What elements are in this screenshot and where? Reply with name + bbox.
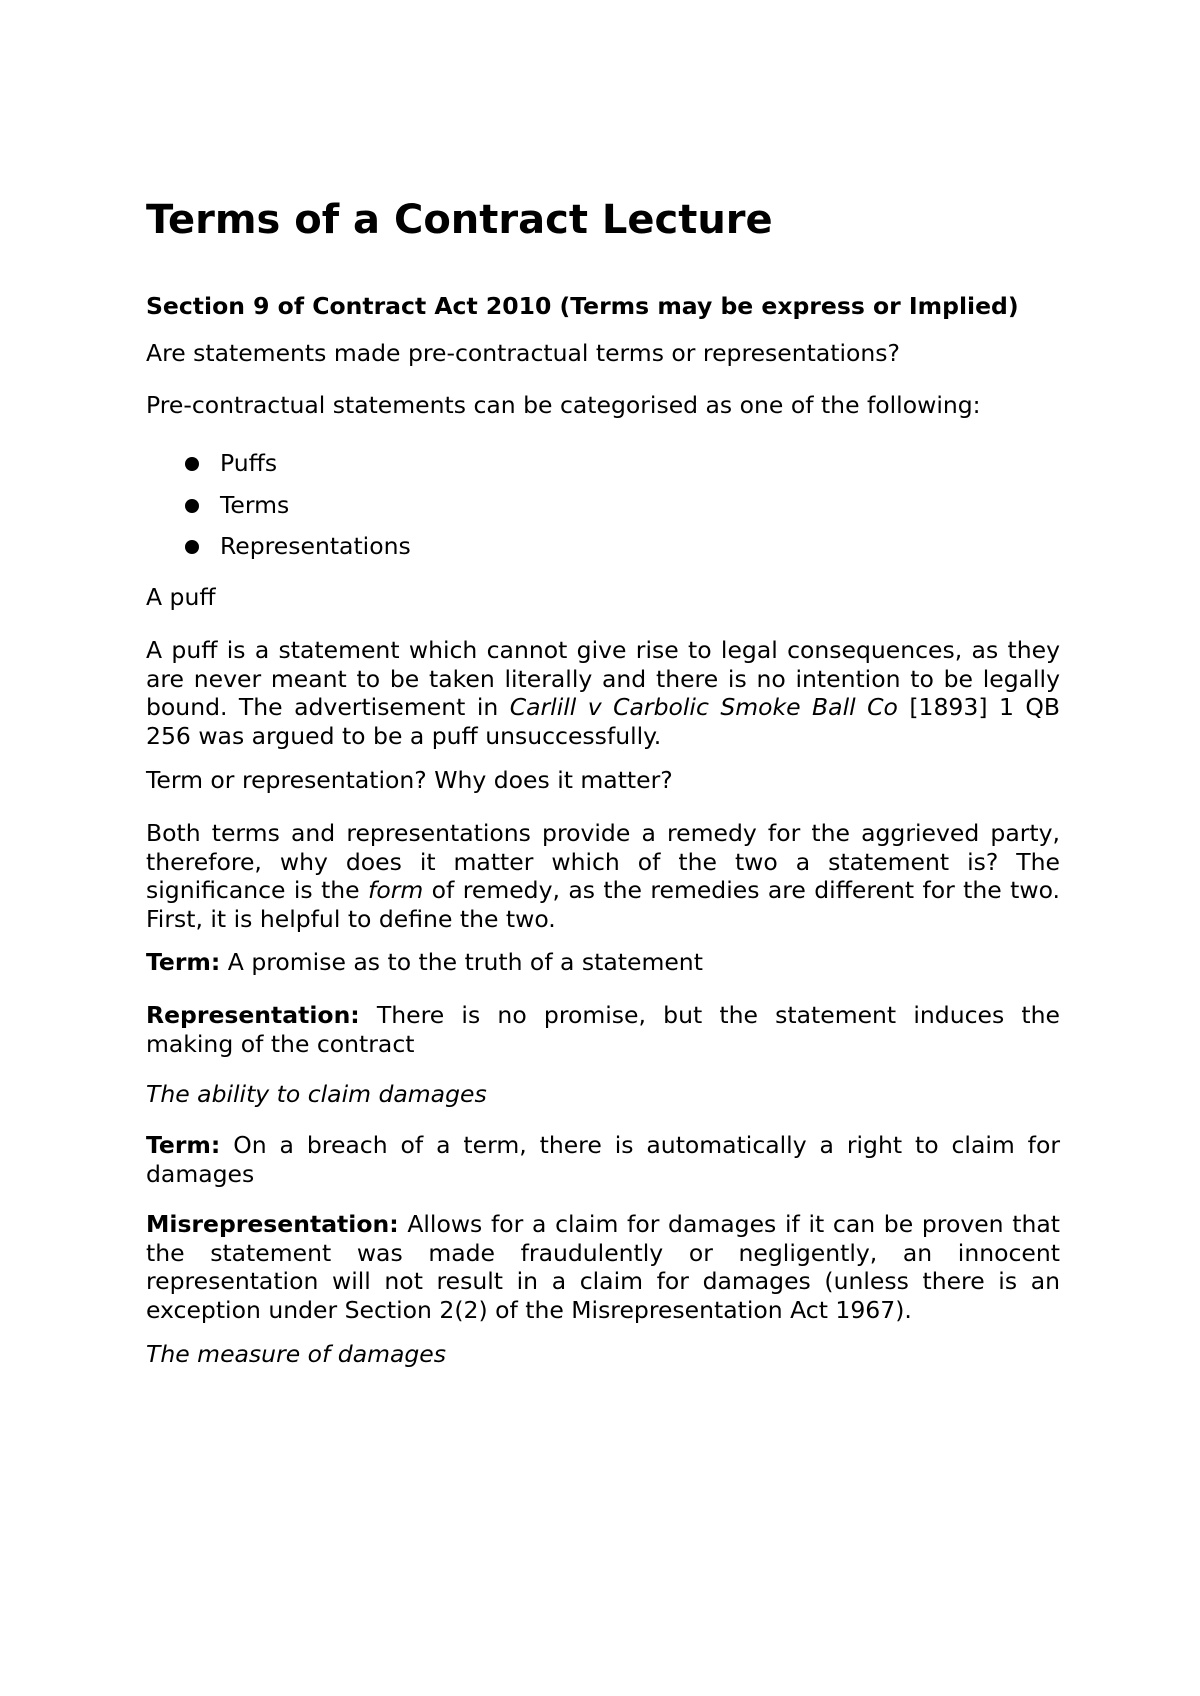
why-text-1: Both terms and representations provide a remedy for the aggrieved party, therefore, why does it matter which of the two a statement is? The significance is the <box>146 819 1060 904</box>
list-item-label: Representations <box>220 532 411 560</box>
misrepresentation-label: Misrepresentation: <box>146 1210 399 1238</box>
term-damages-text: On a breach of a term, there is automatically a right to claim for damages <box>146 1131 1060 1188</box>
measure-heading-text: The measure of damages <box>146 1340 447 1368</box>
why-heading: Term or representation? Why does it matter? <box>146 766 673 794</box>
list-item-label: Terms <box>220 490 290 519</box>
list-item <box>146 532 1060 574</box>
categories-intro: Pre-contractual statements can be categorised as one of the following: <box>146 391 981 419</box>
measure-heading <box>146 1340 1060 1369</box>
damages-heading <box>146 1080 1060 1109</box>
term-definition-text: A promise as to the truth of a statement <box>220 948 703 976</box>
bullet-icon <box>185 499 199 513</box>
representation-label: Representation: <box>146 1001 360 1029</box>
misrepresentation-paragraph <box>146 1210 1060 1324</box>
representation-definition <box>146 1001 1060 1058</box>
why-paragraph <box>146 819 1060 933</box>
list-item-label: Puffs <box>220 449 278 477</box>
representation-definition-text: There is no promise, but the statement induces the making of the contract <box>146 1001 1060 1058</box>
puff-text-1: A puff is a statement which cannot give rise to legal consequences, as they are never meant to be taken literally and there is no intention to be legally bound. The advertisement in <box>146 636 1060 721</box>
list-item <box>146 491 1060 533</box>
case-name: Carlill v Carbolic Smoke Ball Co <box>509 693 898 721</box>
puff-paragraph <box>146 636 1060 750</box>
puff-heading: A puff <box>146 583 216 611</box>
form-emphasis: form <box>368 876 424 904</box>
puff-text-2: [1893] 1 QB 256 was argued to be a puff unsuccessfully. <box>146 693 1060 750</box>
misrepresentation-text: Allows for a claim for damages if it can be proven that the statement was made fraudulently or negligently, an innocent representation will not result in a claim for damages (unless there is an exception under Section 2(2) of the Misrepresentation Act 1967). <box>146 1210 1060 1324</box>
term-label: Term: <box>146 948 221 976</box>
question-paragraph: Are statements made pre-contractual terms or representations? <box>146 339 900 367</box>
section-heading: Section 9 of Contract Act 2010 (Terms may be express or Implied) <box>146 292 1019 320</box>
bullet-icon <box>185 457 199 471</box>
term-damages-paragraph <box>146 1131 1060 1188</box>
why-text-2: of remedy, as the remedies are different for the two. First, it is helpful to define the two. <box>146 876 1060 933</box>
damages-heading-text: The ability to claim damages <box>146 1080 487 1108</box>
categories-list <box>146 449 1060 574</box>
list-item <box>146 449 1060 491</box>
term-definition <box>146 948 1060 977</box>
bullet-icon <box>185 540 199 554</box>
document-title: Terms of a Contract Lecture <box>146 197 773 243</box>
term-damages-label: Term: <box>146 1131 221 1159</box>
